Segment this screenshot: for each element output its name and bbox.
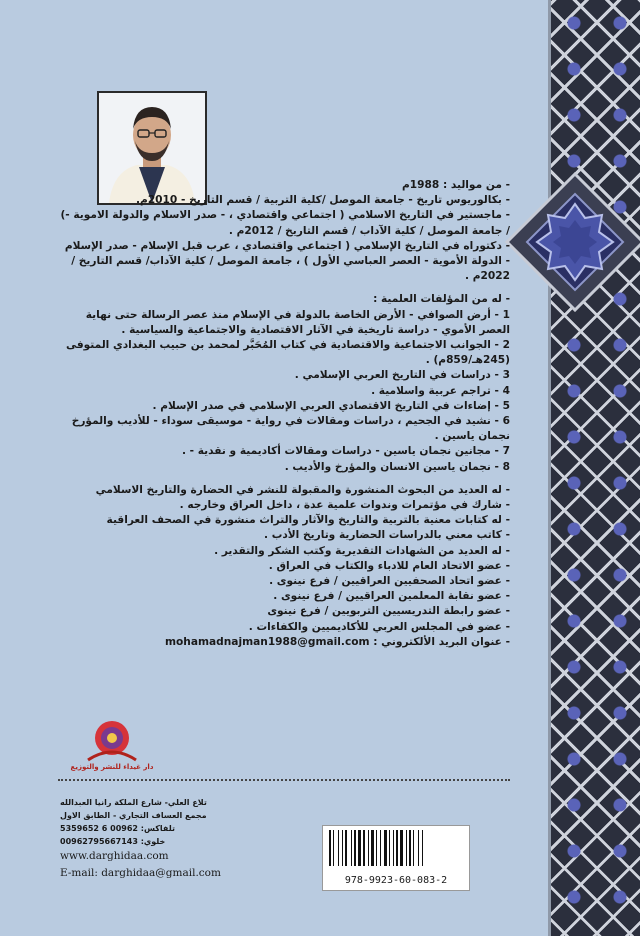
publisher-name: دار غيداء للنشر والتوزيع: [70, 763, 154, 771]
works-heading: - له من المؤلفات العلمية :: [373, 293, 510, 306]
isbn-number: 978-9923-60-083-2: [344, 875, 448, 886]
activity-item: - عضو الاتحاد العام للادباء والكتاب في العراق .: [268, 559, 510, 572]
work-item: 5 - إضاءات في التاريخ الاقتصادي العربي الإسلامي في صدر الإسلام .: [152, 399, 510, 412]
activity-item: - عضو في المجلس العربي للأكاديميين والكفاءات .: [248, 620, 510, 633]
address-line: تلاع العلي- شارع الملكة رانيا العبدالله: [60, 798, 207, 807]
work-item: 8 - نجمان ياسين الانسان والمؤرخ والأديب .: [284, 460, 510, 473]
activity-item: - له كتابات معنية بالتربية والتاريخ والآثار والتراث منشورة في الصحف العراقية: [106, 514, 510, 527]
activity-item: - شارك في مؤتمرات وندوات علمية عدة ، داخل العراق وخارجه .: [179, 499, 510, 512]
work-item: 2 - الجوانب الاجتماعية والاقتصادية في كتاب المُحَبَّر لمحمد بن حبيب البغدادي المتوفى (245هـ/859م) .: [65, 339, 510, 367]
website-link[interactable]: www.darghidaa.com: [60, 850, 169, 862]
publisher-address: [60, 796, 260, 882]
activity-item: - عضو اتحاد الصحفيين العراقيين / فرع نينوى .: [269, 575, 510, 588]
work-item: 7 - مجانين نجمان ياسين - دراسات ومقالات أكاديمية و نقدية - .: [181, 445, 510, 458]
ornamental-band: [548, 0, 640, 936]
isbn-barcode: [322, 825, 470, 891]
email-line: [58, 635, 510, 650]
work-item: 1 - أرض الصوافي - الأرض الخاصة بالدولة في الإسلام منذ عصر الرسالة حتى نهاية العصر الأموي - دراسة تاريخية في الآثار الاقتصادية والاجتماعية والسياسية .: [85, 308, 510, 336]
bio-section: [58, 178, 510, 284]
email-label: - عنوان البريد الألكتروني :: [373, 635, 510, 648]
publisher-email[interactable]: E-mail: darghidaa@gmail.com: [60, 867, 221, 879]
activity-item: - له العديد من البحوث المنشورة والمقبولة للنشر في الحضارة والتاريخ الاسلامي: [95, 483, 510, 496]
bio-line: - بكالوريوس تاريخ - جامعة الموصل /كلية التربية / قسم التاريخ - 2010م.: [136, 194, 510, 207]
activity-item: - عضو رابطة التدريسيين التربويين / فرع نينوى: [267, 605, 510, 618]
work-item: 6 - نشيد في الجحيم ، دراسات ومقالات في رواية - موسيقى سوداء - للأديب والمؤرخ نجمان ياسين .: [71, 415, 510, 443]
author-bio: [58, 178, 510, 650]
activities-list: [58, 483, 510, 635]
bio-line: - من مواليد : 1988م: [402, 179, 510, 191]
activity-item: - له العديد من الشهادات التقديرية وكتب الشكر والتقدير .: [214, 544, 510, 557]
mobile-line: خلوي: 00962795667143: [60, 837, 166, 846]
activity-item: - عضو نقابة المعلمين العراقيين / فرع نينوى .: [273, 590, 510, 603]
bio-line: - ماجستير في التاريخ الاسلامي ( اجتماعي واقتصادي ، - صدر الاسلام والدولة الاموية -) / جامعة الموصل / كلية الآداب / قسم التاريخ / 2012م .: [60, 209, 510, 237]
works-list: [58, 308, 510, 475]
address-line: مجمع العساف التجاري - الطابق الاول: [60, 811, 207, 820]
star-medallion: [505, 172, 640, 312]
work-item: 3 - دراسات في التاريخ العربي الإسلامي .: [294, 369, 510, 382]
phone-line: تلفاكس: 00962 6 5359652: [60, 824, 175, 833]
activity-item: - كاتب معني بالدراسات الحضارية وتاريخ الأدب .: [264, 529, 510, 542]
author-email[interactable]: mohamadnajman1988@gmail.com: [164, 635, 370, 648]
barcode-bars: [323, 826, 469, 870]
divider-dots: [58, 779, 510, 783]
work-item: 4 - تراجم عربية واسلامية .: [371, 384, 510, 397]
bio-line: - دكتوراه في التاريخ الإسلامي ( اجتماعي واقتصادي ، عرب قبل الإسلام - صدر الإسلام - الدولة الأموية - العصر العباسي الأول ) ، جامعة الموصل / كلية الآداب/ قسم التاريخ / 2022م .: [64, 239, 510, 283]
